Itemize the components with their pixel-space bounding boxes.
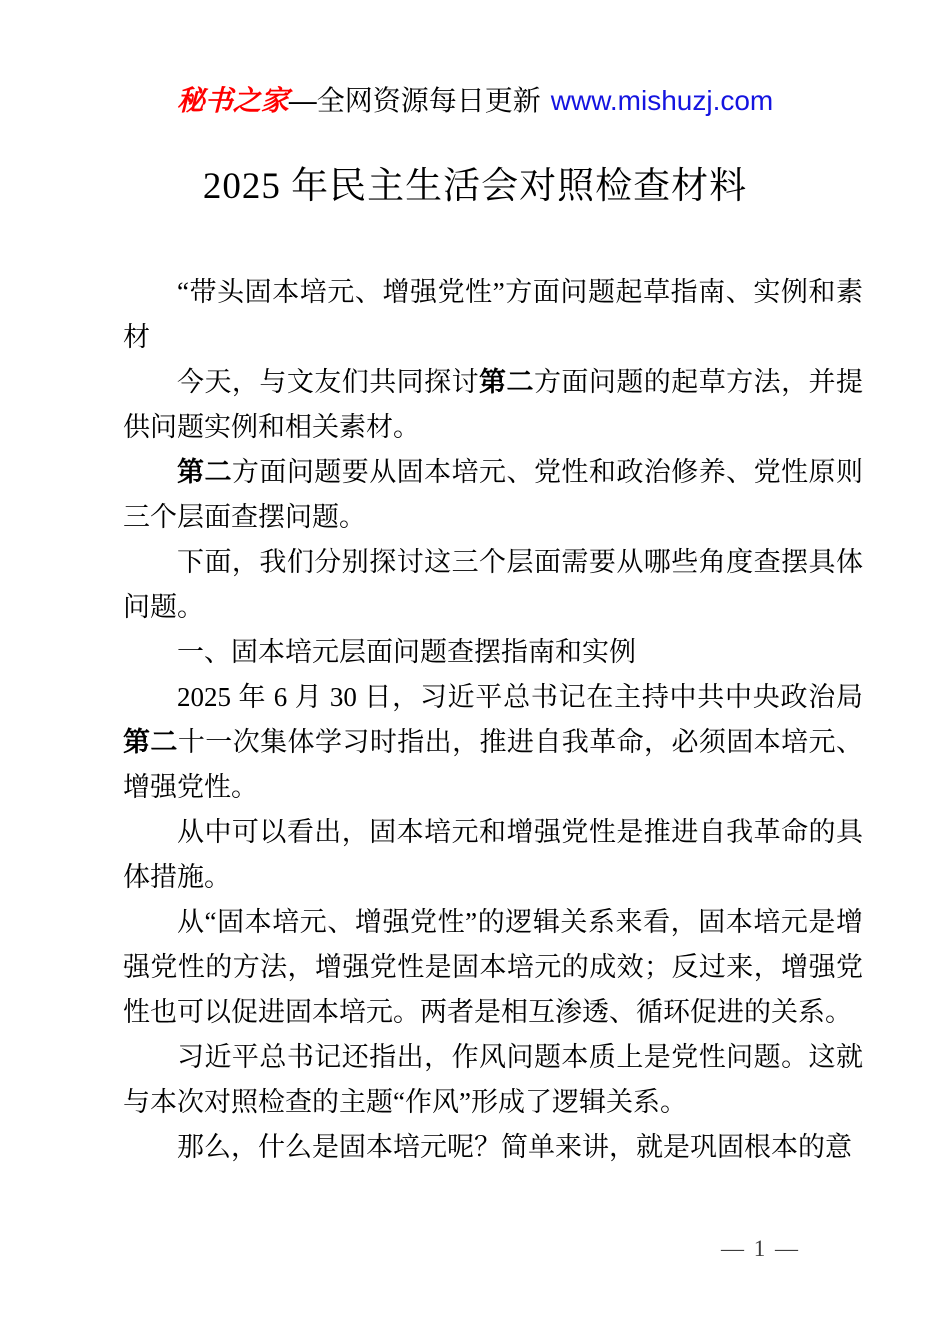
paragraph (123, 450, 863, 540)
text-run: 习近平总书记还指出，作风问题本质上是党性问题。这就与本次对照检查的主题“作风”形成了逻辑关系。 (123, 1042, 863, 1117)
text-run: 方面问题的起草方法，并提供问题实例和相关素材。 (123, 367, 864, 442)
text-run: 下面，我们分别探讨这三个层面需要从哪些角度查摆具体问题。 (123, 547, 863, 622)
text-run: “带头固本培元、增强党性”方面问题起草指南、实例和素材 (123, 277, 863, 352)
text-run: 今天，与文友们共同探讨 (177, 367, 480, 397)
paragraph (123, 1125, 863, 1170)
header-dash: — (288, 85, 317, 116)
text-run: 那么，什么是固本培元呢？简单来讲，就是巩固根本的意 (177, 1132, 852, 1162)
page-number: — 1 — (721, 1236, 800, 1261)
paragraph (123, 1035, 863, 1125)
document-body (123, 270, 863, 1170)
site-header (0, 82, 950, 120)
bold-text-run: 第二 (479, 367, 534, 397)
bold-text-run: 第二 (177, 457, 232, 487)
text-run: 2025 年 6 月 30 日，习近平总书记在主持中共中央政治局 (177, 682, 863, 712)
paragraph (123, 675, 863, 810)
text-run: 十一次集体学习时指出，推进自我革命，必须固本培元、增强党性。 (123, 727, 864, 802)
text-run: 从中可以看出，固本培元和增强党性是推进自我革命的具体措施。 (123, 817, 863, 892)
text-run: 一、固本培元层面问题查摆指南和实例 (177, 637, 636, 667)
site-url-link[interactable]: www.mishuzj.com (550, 85, 774, 116)
paragraph (123, 900, 863, 1035)
text-run: 从“固本培元、增强党性”的逻辑关系来看，固本培元是增强党性的方法，增强党性是固本培元的成效；反过来，增强党性也可以促进固本培元。两者是相互渗透、循环促进的关系。 (123, 907, 863, 1027)
bold-text-run: 第二 (123, 727, 178, 757)
paragraph (123, 360, 863, 450)
site-tagline: 全网资源每日更新 (316, 85, 541, 116)
paragraph (123, 540, 863, 630)
paragraph (123, 270, 863, 360)
text-run: 方面问题要从固本培元、党性和政治修养、党性原则三个层面查摆问题。 (123, 457, 864, 532)
site-brand: 秘书之家 (176, 85, 289, 116)
paragraph (123, 810, 863, 900)
section-heading (123, 630, 863, 675)
document-title: 2025 年民主生活会对照检查材料 (202, 166, 748, 207)
